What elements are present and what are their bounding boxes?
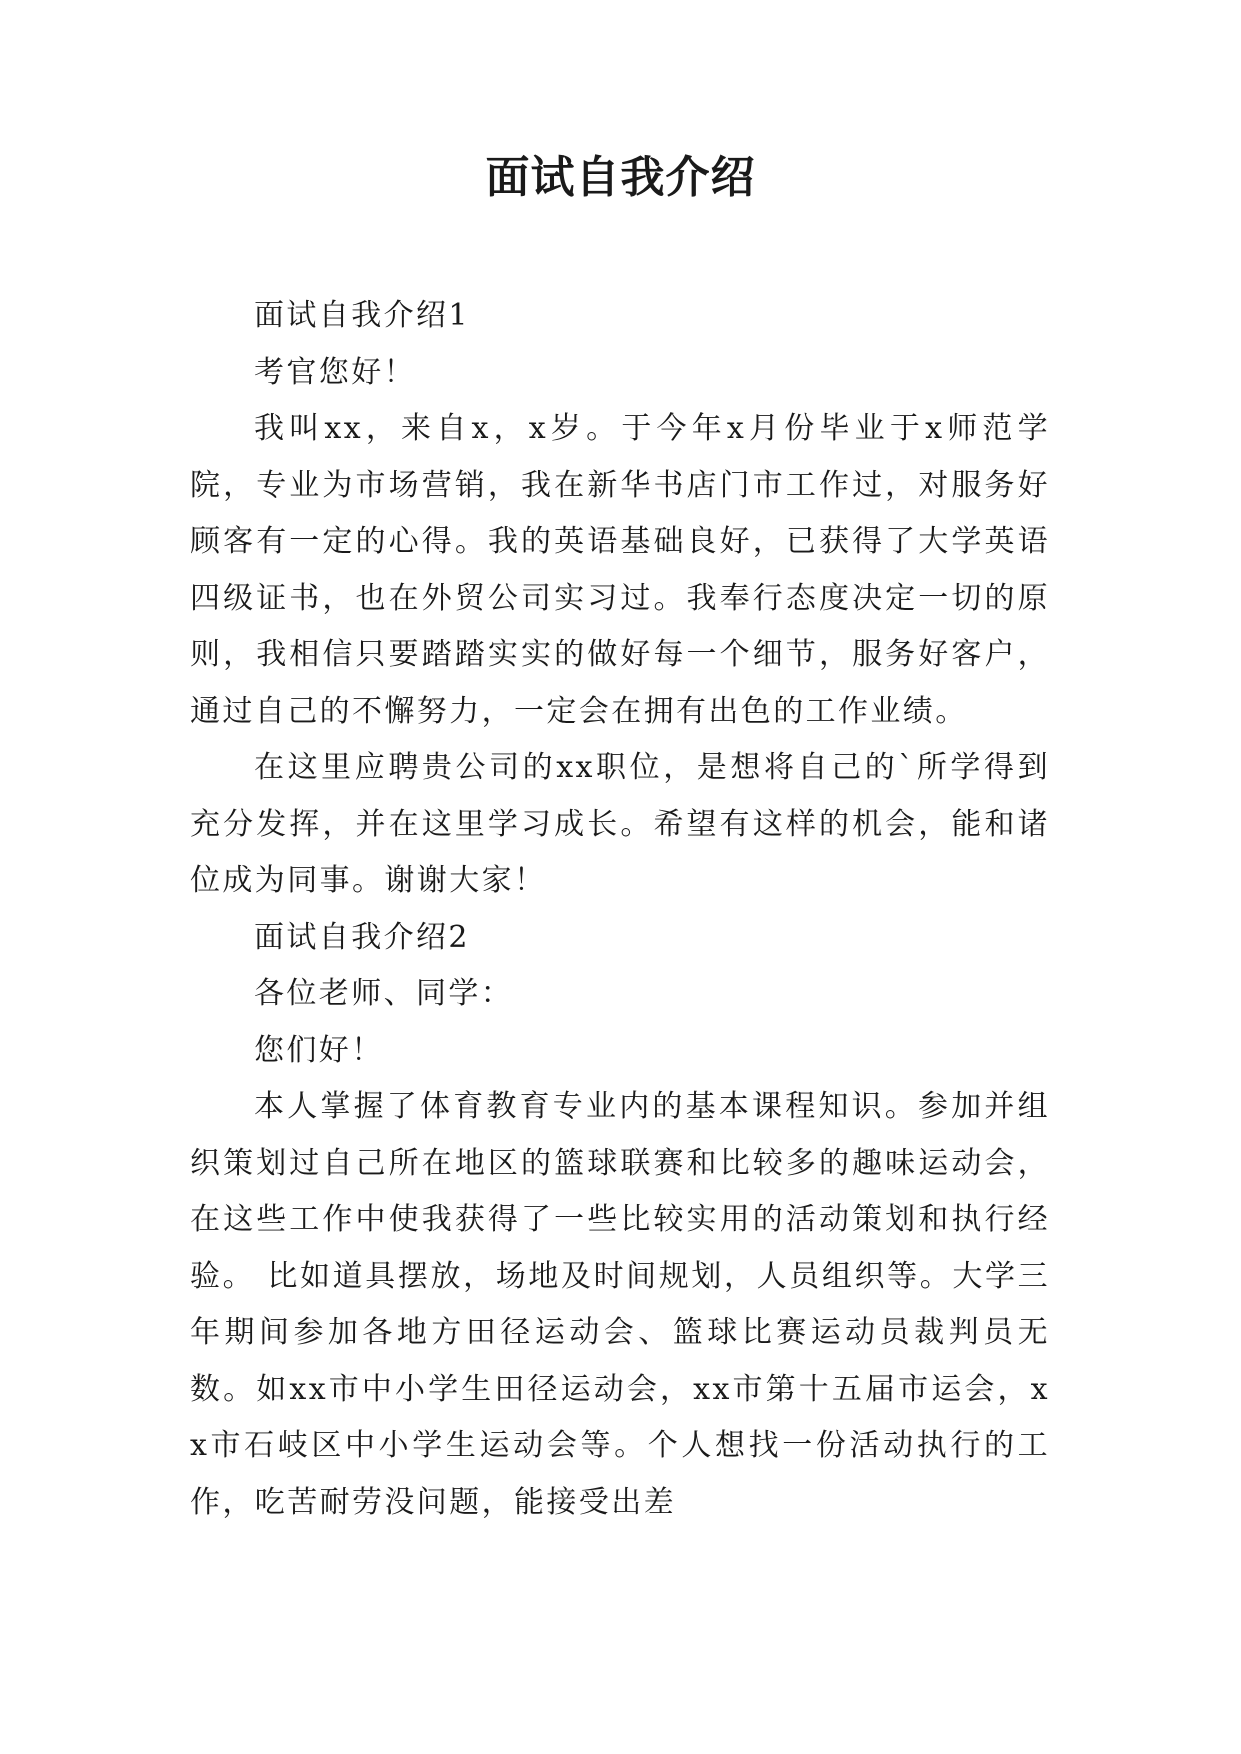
paragraph-closing-1: 在这里应聘贵公司的xx职位，是想将自己的`所学得到充分发挥，并在这里学习成长。希望有这样的机会，能和诸位成为同事。谢谢大家！ — [190, 750, 1050, 898]
greeting-2: 您们好！ — [254, 1032, 384, 1068]
salutation-2: 各位老师、同学： — [254, 976, 514, 1011]
section-heading-2: 面试自我介绍2 — [254, 919, 470, 955]
document-body — [190, 288, 1050, 1531]
greeting-1: 考官您好！ — [254, 354, 416, 390]
section-heading-1: 面试自我介绍1 — [254, 298, 470, 333]
document-title: 面试自我介绍 — [485, 152, 756, 203]
paragraph-intro-1: 我叫xx，来自x，x岁。于今年x月份毕业于x师范学院，专业为市场营销，我在新华书店门市工作过，对服务好顾客有一定的心得。我的英语基础良好，已获得了大学英语四级证书，也在外贸公司实习过。我奉行态度决定一切的原则，我相信只要踏踏实实的做好每一个细节，服务好客户，通过自己的不懈努力，一定会在拥有出色的工作业绩。 — [190, 411, 1050, 729]
paragraph-intro-2: 本人掌握了体育教育专业内的基本课程知识。参加并组织策划过自己所在地区的篮球联赛和比较多的趣味运动会，在这些工作中使我获得了一些比较实用的活动策划和执行经验。 比如道具摆放，场地及时间规划，人员组织等。大学三年期间参加各地方田径运动会、篮球比赛运动员裁判员无数。如xx市中小学生田径运动会，xx市第十五届市运会，xx市石岐区中小学生运动会等。个人想找一份活动执行的工作，吃苦耐劳没问题，能接受出差 — [190, 1089, 1050, 1520]
